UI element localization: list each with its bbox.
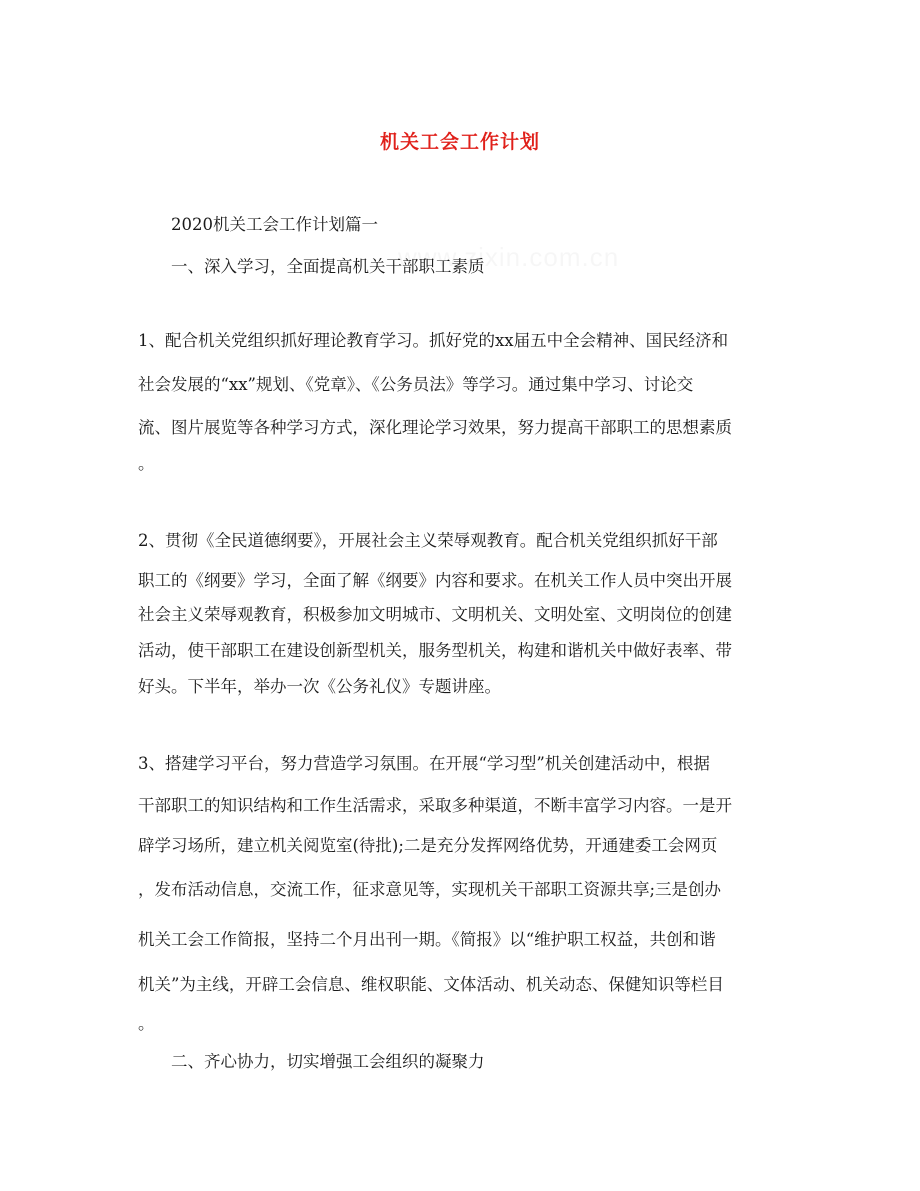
- paragraph-line: 社会主义荣辱观教育，积极参加文明城市、文明机关、文明处室、文明岗位的创建: [138, 605, 732, 624]
- paragraph-line: 流、图片展览等各种学习方式，深化理论学习效果，努力提高干部职工的思想素质: [138, 418, 732, 437]
- paragraph-line: 职工的《纲要》学习，全面了解《纲要》内容和要求。在机关工作人员中突出开展: [138, 571, 732, 590]
- document-subtitle: 2020机关工会工作计划篇一: [171, 215, 378, 234]
- paragraph-line: 机关工会工作简报，坚持二个月出刊一期。《简报》以“维护职工权益，共创和谐: [138, 930, 716, 949]
- paragraph-line: 1、配合机关党组织抓好理论教育学习。抓好党的xx届五中全会精神、国民经济和: [138, 331, 729, 350]
- paragraph-line: 3、搭建学习平台，努力营造学习氛围。在开展“学习型”机关创建活动中，根据: [138, 754, 710, 773]
- paragraph-line: ，发布活动信息，交流工作，征求意见等，实现机关干部职工资源共享;三是创办: [138, 880, 722, 899]
- paragraph-line: 。: [138, 454, 155, 473]
- paragraph-line: 好头。下半年，举办一次《公务礼仪》专题讲座。: [138, 677, 501, 696]
- paragraph-line: 干部职工的知识结构和工作生活需求，采取多种渠道，不断丰富学习内容。一是开: [138, 796, 732, 815]
- section-heading-1: 一、深入学习，全面提高机关干部职工素质: [171, 257, 485, 276]
- paragraph-line: 2、贯彻《全民道德纲要》，开展社会主义荣辱观教育。配合机关党组织抓好干部: [138, 531, 718, 550]
- paragraph-line: 活动，使干部职工在建设创新型机关，服务型机关，构建和谐机关中做好表率、带: [138, 641, 732, 660]
- paragraph-line: 辟学习场所，建立机关阅览室(待批);二是充分发挥网络优势，开通建委工会网页: [138, 836, 718, 855]
- paragraph-line: 。: [138, 1014, 155, 1033]
- document-title: 机关工会工作计划: [379, 131, 540, 153]
- paragraph-line: 机关”为主线，开辟工会信息、维权职能、文体活动、机关动态、保健知识等栏目: [138, 975, 724, 994]
- section-heading-2: 二、齐心协力，切实增强工会组织的凝聚力: [171, 1052, 485, 1071]
- paragraph-line: 社会发展的“xx”规划、《党章》、《公务员法》等学习。通过集中学习、讨论交: [138, 375, 694, 394]
